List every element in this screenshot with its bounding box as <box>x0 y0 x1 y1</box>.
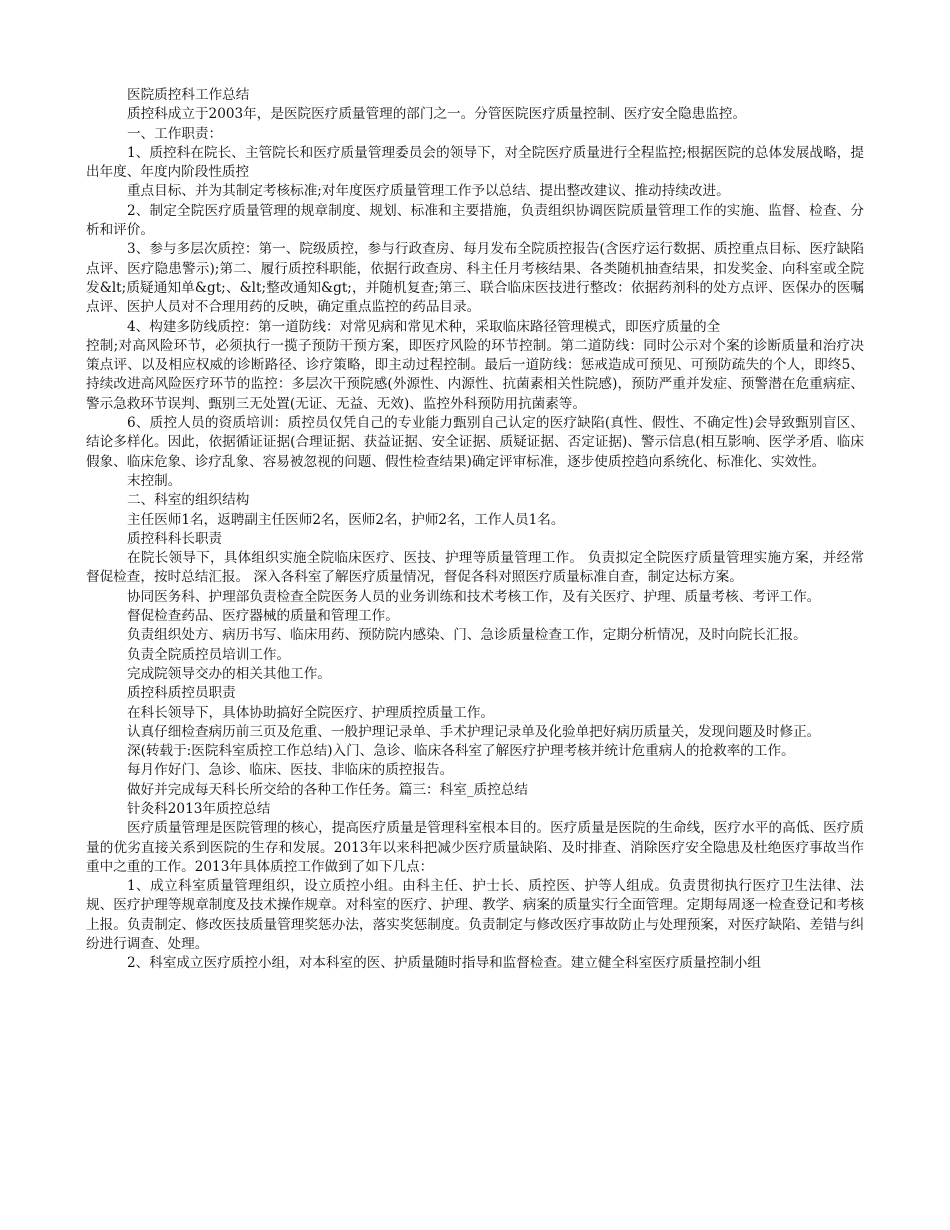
subsection-heading: 针灸科2013年质控总结 <box>127 800 271 817</box>
paragraph: 质控科成立于2003年，是医院医疗质量管理的部门之一。分管医院医疗质量控制、医疗安全隐患监控。 <box>127 106 747 123</box>
paragraph: 2、制定全院医疗质量管理的规章制度、规划、标准和主要措施，负责组织协调医院质量管理工作的实施、监督、检查、分析和评价。 <box>86 202 864 239</box>
paragraph: 3、参与多层次质控：第一、院级质控，参与行政查房、每月发布全院质控报告(含医疗运行数据、质控重点目标、医疗缺陷点评、医疗隐患警示);第二、履行质控科职能，依据行政查房、科主任月考核结果、各类随机抽查结果，扣发奖金、向科室或全院发&lt;质疑通知单&gt;、&lt;整改通知&gt;，并随机复查;第三、联合临床医技进行整改：依据药剂科的处方点评、医保办的医嘱点评、医护人员对不合理用药的反映，确定重点监控的药品目录。 <box>86 241 864 316</box>
subsection-heading: 质控科质控员职责 <box>127 685 236 702</box>
paragraph: 协同医务科、护理部负责检查全院医务人员的业务训练和技术考核工作，及有关医疗、护理、质量考核、考评工作。 <box>127 588 821 605</box>
paragraph: 医疗质量管理是医院管理的核心，提高医疗质量是管理科室根本目的。医疗质量是医院的生命线，医疗水平的高低、医疗质量的优劣直接关系到医院的生存和发展。2013年以来科把减少医疗质量缺陷、及时排查、消除医疗安全隐患及杜绝医疗事故当作重中之重的工作。2013年具体质控工作做到了如下几点： <box>86 820 864 875</box>
paragraph: 1、质控科在院长、主管院长和医疗质量管理委员会的领导下，对全院医疗质量进行全程监控;根据医院的总体发展战略，提出年度、年度内阶段性质控 <box>86 144 864 181</box>
paragraph: 做好并完成每天科长所交给的各种工作任务。篇三：科室_质控总结 <box>127 781 529 798</box>
section-heading: 二、科室的组织结构 <box>127 492 250 509</box>
paragraph: 主任医师1名，返聘副主任医师2名，医师2名，护师2名，工作人员1名。 <box>127 511 565 528</box>
paragraph: 督促检查药品、医疗器械的质量和管理工作。 <box>127 608 399 625</box>
paragraph: 1、成立科室质量管理组织，设立质控小组。由科主任、护士长、质控医、护等人组成。负责贯彻执行医疗卫生法律、法规、医疗护理等规章制度及技术操作规章。对科室的医疗、护理、教学、病案的质量实行全面管理。定期每周逐一检查登记和考核上报。负责制定、修改医技质量管理奖惩办法，落实奖惩制度。负责制定与修改医疗事故防止与处理预案，对医疗缺陷、差错与纠纷进行调查、处理。 <box>86 878 864 953</box>
paragraph: 每月作好门、急诊、临床、医技、非临床的质控报告。 <box>127 762 454 779</box>
subsection-heading: 质控科科长职责 <box>127 530 223 547</box>
paragraph: 完成院领导交办的相关其他工作。 <box>127 665 331 682</box>
paragraph: 末控制。 <box>127 472 182 489</box>
paragraph: 在科长领导下，具体协助搞好全院医疗、护理质控质量工作。 <box>127 704 495 721</box>
paragraph: 深(转载于:医院科室质控工作总结)入门、急诊、临床各科室了解医疗护理考核并统计危重病人的抢救率的工作。 <box>127 743 795 760</box>
doc-title: 医院质控科工作总结 <box>127 87 250 103</box>
paragraph: 2、科室成立医疗质控小组，对本科室的医、护质量随时指导和监督检查。建立健全科室医疗质量控制小组 <box>127 955 761 972</box>
paragraph: 重点目标、并为其制定考核标准;对年度医疗质量管理工作予以总结、提出整改建议、推动持续改进。 <box>127 183 730 200</box>
paragraph: 负责全院质控员培训工作。 <box>127 646 291 663</box>
paragraph: 负责组织处方、病历书写、临床用药、预防院内感染、门、急诊质量检查工作，定期分析情况，及时向院长汇报。 <box>127 627 807 644</box>
paragraph: 认真仔细检查病历前三页及危重、一般护理记录单、手术护理记录单及化验单把好病历质量关，发现问题及时修正。 <box>127 723 821 740</box>
paragraph: 在院长领导下，具体组织实施全院临床医疗、医技、护理等质量管理工作。 负责拟定全院医疗质量管理实施方案，并经常督促检查，按时总结汇报。 深入各科室了解医疗质量情况，督促各科对照医疗质量标准自查，制定达标方案。 <box>86 550 864 586</box>
section-heading: 一、工作职责： <box>127 125 223 142</box>
paragraph: 控制;对高风险环节，必须执行一揽子预防干预方案，即医疗风险的环节控制。第二道防线：同时公示对个案的诊断质量和治疗决策点评、以及相应权威的诊断路径、诊疗策略，即主动过程控制。最后一道防线：惩戒造成可预见、可预防疏失的个人，即终5、持续改进高风险医疗环节的监控：多层次干预院感(外源性、内源性、抗菌素相关性院感)，预防严重并发症、预警潜在危重病症、警示急救环节误判、甄别三无处置(无证、无益、无效)、监控外科预防用抗菌素等。 <box>86 337 864 412</box>
paragraph: 6、质控人员的资质培训：质控员仅凭自己的专业能力甄别自己认定的医疗缺陷(真性、假性、不确定性)会导致甄别盲区、结论多样化。因此，依据循证证据(合理证据、获益证据、安全证据、质疑证据、否定证据)、警示信息(相互影响、医学矛盾、临床假象、临床危象、诊疗乱象、容易被忽视的问题、假性检查结果)确定评审标准，逐步使质控趋向系统化、标准化、实效性。 <box>86 415 864 470</box>
document-body <box>86 86 864 974</box>
paragraph: 4、构建多防线质控：第一道防线：对常见病和常见术种，采取临床路径管理模式，即医疗质量的全 <box>127 318 721 335</box>
